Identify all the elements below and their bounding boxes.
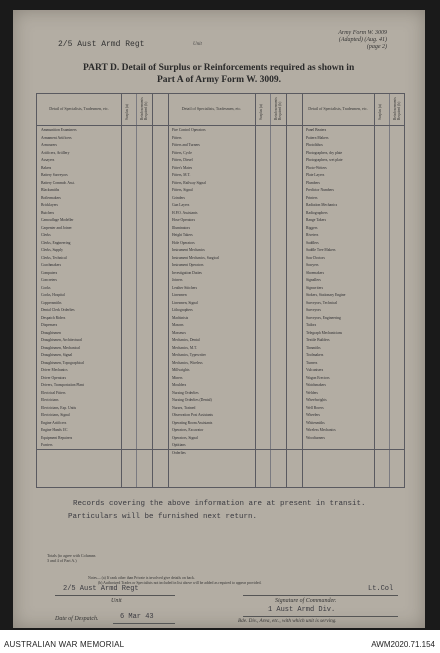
specialist-row: Mechanics, Typewriter [172,353,206,357]
specialist-row: Instrument Mechanics, Surgical [172,255,219,260]
specialist-row: Millwrights [172,368,190,372]
specialist-row: Driver Mechanics [41,368,68,372]
specialist-row: Fitters, Cycle [172,150,192,155]
specialist-row: Height Takers [172,233,193,237]
specialist-row: Photo-Writers [306,165,327,170]
specialist-row: Engine Hands I/C [41,428,68,432]
grid-line [270,94,271,487]
specialist-row: Illuminators [172,225,191,230]
specialist-row: Grinders [172,195,185,200]
formation-label: Bde. Div., Area, etc., with which unit is serving. [238,618,337,624]
form-ref-line: (page 2) [366,44,387,50]
specialist-column-2 [172,127,253,457]
col-heading-3: Detail of Specialists, Tradesmen, etc. [308,106,368,111]
specialist-row: Leather Stitchers [172,285,198,290]
specialist-row: Draughtsmen, Architectural [41,338,82,342]
specialist-row: Fitters [172,135,182,140]
specialist-row: Fitters, Signal [172,188,193,192]
specialist-row: Orderlies [172,450,186,455]
specialist-row: Surveyors [306,308,321,312]
specialist-row: Boilermakers [41,195,61,200]
specialist-row: Photographers, wet plate [306,158,343,162]
header-rule [37,125,404,126]
footnote-line: Notes— (a) If rank other than Private is involved give details on back. [88,576,195,580]
specialist-row: Hose Operators [172,218,196,222]
specialist-row: Joiners [172,278,183,282]
specialist-row: Operating Room Assistants [172,420,213,425]
specialist-row: Cooks [41,285,51,290]
specialist-row: Dental Clerk Orderlies [41,308,75,312]
specialist-row: Dispensers [41,323,58,327]
reinf-heading-1: Reinforcements Required (b) [140,97,148,120]
specialist-row: Nursing Orderlies (Dental) [172,398,212,402]
formation-rule [243,616,398,617]
specialist-row: Lithographers [172,308,193,312]
grid-line [121,94,122,487]
specialist-row: Signallers [306,278,321,282]
specialist-row: Electricians [41,398,59,402]
grid-line [255,94,256,487]
specialist-row: Miners [172,375,183,380]
specialist-row: Whitesmiths [306,420,325,425]
specialist-row: Tinsmiths [306,345,321,350]
specialist-row: Butchers [41,210,55,215]
col-heading-1: Detail of Specialists, Tradesmen, etc. [49,106,109,111]
surplus-heading-3: Surplus (a) [378,104,382,120]
specialist-row: Tailors [306,323,317,327]
specialist-row: Nursing Orderlies [172,390,199,395]
grid-line [374,94,375,487]
specialist-row: Riggers [306,225,318,230]
specialist-row: H.P.O. Assistants [172,210,198,215]
despatch-rule [113,623,175,624]
specialist-row: Clerks [41,233,51,237]
specialist-row: Battery Surveyors [41,173,68,177]
reinf-heading-3: Reinforcements Required (b) [393,97,401,120]
specialist-row: Gun Layers [172,203,190,207]
specialist-row: Concreters [41,278,57,282]
specialist-row: Mechanics, Wireless [172,360,203,365]
specialist-row: Saw Doctors [306,255,325,260]
footnote-line: (b) Authorized Trades or Specialists not included in list above will be added as required to appear provided. [98,581,262,585]
specialist-row: Shoemakers [306,270,325,275]
specialist-row: Operators, Signal [172,435,198,440]
specialist-row: Fire Control Operators [172,128,206,132]
reinf-heading-2: Reinforcements Required (b) [274,97,282,120]
specialist-row: Cooks, Hospital [41,293,65,297]
specialist-row: Instrument Mechanics [172,248,205,252]
specialist-row: Stokers, Stationary Engine [306,293,346,297]
specialist-row: Ammunition Examiners [41,128,77,132]
footer-unit-label: Unit [111,598,122,604]
specialist-row: Plumbers [306,180,320,185]
specialist-row: Mechanics, Dental [172,338,200,342]
specialist-row: Riveters [306,233,319,237]
unit-rule [55,595,175,596]
commander-rank-typed: Lt.Col [368,585,394,593]
institution-name: AUSTRALIAN WAR MEMORIAL [4,640,125,649]
specialist-row: Bricklayers [41,203,58,207]
specialist-row: Farriers [41,443,53,447]
specialist-row: Artificers, Artillery [41,150,70,155]
specialist-row: Moulders [172,383,187,387]
specialist-row: Optitians [172,443,186,447]
archive-caption-bar [0,630,440,653]
specialist-row: Surveyors, Engineering [306,315,341,320]
specialist-row: Blacksmiths [41,188,60,192]
grid-line [168,94,169,487]
specialist-row: Machinists [172,315,189,320]
specialist-row: Draughtsmen, Mechanical [41,345,80,350]
part-d-subtitle: Part A of Army Form W. 3009. [156,75,281,85]
specialist-row: Wheelers [306,413,320,417]
specialist-row: Hole Operators [172,240,195,245]
specialist-row: Clerks, Engineering [41,240,71,245]
specialist-row: Instrument Operators [172,263,204,267]
specialist-row: Camouflage Modeller [41,218,74,222]
col-heading-2: Detail of Specialists, Tradesmen, etc. [181,106,242,111]
unit-label-top: Unit [193,42,202,47]
typed-remark-line-1: Records covering the above information are at present in transit. [73,500,366,508]
specialist-row: Telegraph Mechanicians [306,330,343,335]
footer-unit-typed: 2/5 Aust Armd Regt [63,585,139,593]
specialist-row: Masseurs [172,330,186,335]
specialist-row: Draughtsmen, Topographical [41,360,84,365]
specialist-row: Saddlers [306,240,319,245]
specialist-row: Sawyers [306,263,319,267]
specialist-row: Well Borers [306,405,324,410]
specialist-row: Clerks, Supply [41,248,63,252]
specialist-column-1 [41,127,119,450]
specialist-row: Textile Builders [306,338,330,342]
despatch-label: Date of Despatch. [55,616,99,622]
specialist-row: Wireless Mechanics [306,428,336,432]
totals-note-line: 3 and 4 of Part A.) [47,558,77,563]
form-ref-line: Army Form W. 3009 [338,30,387,36]
totals-note-line: Totals (to agree with Columns [47,553,96,558]
specialist-row: Photographers, dry plate [306,150,343,155]
specialist-row: Observation Post Assistants [172,413,213,417]
specialist-row: Linesmen, Signal [172,300,198,305]
specialist-row: Electrical Fitters [41,390,66,395]
formation-typed: 1 Aust Armd Div. [268,606,336,614]
specialist-row: Printers [306,195,318,200]
specialist-row: Woodturners [306,435,325,440]
specialist-row: Mechanics, M.T. [172,345,197,350]
specialist-row: Drivers, Transportation Plant [41,383,84,387]
specialist-row: Radiographers [306,210,328,215]
form-ref-line: (Adapted) (Aug. 41) [338,37,387,43]
specialist-row: Masons [172,323,184,327]
specialist-row: Linesmen [172,293,187,297]
specialist-row: Electricians, Signal [41,413,70,417]
specialist-row: Computers [41,270,58,275]
specialist-row: Plate Layers [306,173,325,177]
specialist-row: Despatch Riders [41,315,66,320]
specialist-row: Bakers [41,165,52,170]
specialist-row: Radiation Mechanics [306,203,338,207]
specialist-row: Predictor Numbers [306,188,334,192]
specialist-row: Electricians, Exp. Units [41,405,77,410]
specialist-row: Welders [306,390,318,395]
specialist-row: Range Takers [306,218,327,222]
specialist-row: Clerks, Technical [41,255,67,260]
specialist-row: Coachmakers [41,263,62,267]
typed-remark-line-2: Particulars will be furnished next return. [68,513,258,521]
specialist-row: Wagon Erectors [306,375,330,380]
grid-line [389,94,390,487]
specialist-row: Draughtsmen [41,330,61,335]
specialist-row: Coppersmiths [41,300,62,305]
specialist-row: Surveyors, Technical [306,300,338,305]
specialist-row: Watchmakers [306,383,326,387]
unit-typed-top: 2/5 Aust Armd Regt [58,40,145,49]
specialist-row: Panel Beaters [306,128,327,132]
form-reference [338,30,387,51]
specialist-row: Fitters, Railway Signal [172,180,206,185]
specialist-row: Armament Artificers [41,135,72,140]
specialist-row: Pattern Makers [306,135,329,140]
specialist-row: Operators, Excavator [172,428,204,432]
specialist-column-3 [306,127,372,442]
signature-label: Signature of Commander. [275,598,337,604]
specialist-row: Engine Artificers [41,420,67,425]
specialist-row: Turners [306,360,318,365]
specialist-row: Fitters and Turners [172,143,200,147]
specialist-row: Battery Commdr. Asst. [41,180,75,185]
surplus-heading-1: Surplus (a) [125,104,129,120]
grid-line [302,94,303,487]
grid-line [136,94,137,487]
specialist-row: Armourers [41,143,57,147]
specialist-row: Draughtsmen, Signal [41,353,73,357]
accession-number: AWM2020.71.154 [371,640,435,649]
specialist-row: Nurses, Trained [172,405,196,410]
specialist-row: Fitters, Diesel [172,158,193,162]
specialist-row: Equipment Repairers [41,435,73,440]
specialist-row: Wheelwrights [306,398,327,402]
specialist-row: Investigation Duties [172,270,202,275]
specialist-row: Fitters, M.T. [172,173,191,177]
specialist-row: Carpenter and Joiner [41,225,72,230]
specialists-table [36,93,405,488]
signature-rule [243,595,398,596]
specialist-row: Fitter's Mates [172,165,193,170]
specialist-row: Toolmakers [306,353,324,357]
grid-line [152,94,153,487]
specialist-row: Photolithos [306,143,323,147]
specialist-row: Signwriters [306,285,324,290]
despatch-date: 6 Mar 43 [120,613,154,621]
specialist-row: Driver Operators [41,375,67,380]
totals-note [47,553,95,563]
specialist-row: Vulcanisers [306,368,324,372]
part-d-title: PART D. Detail of Surplus or Reinforcements required as shown in [83,63,355,73]
specialist-row: Saddle Tree Makers [306,248,336,252]
document-page [13,10,425,628]
grid-line [286,94,287,487]
surplus-heading-2: Surplus (a) [259,104,263,120]
specialist-row: Assayers [41,158,55,162]
